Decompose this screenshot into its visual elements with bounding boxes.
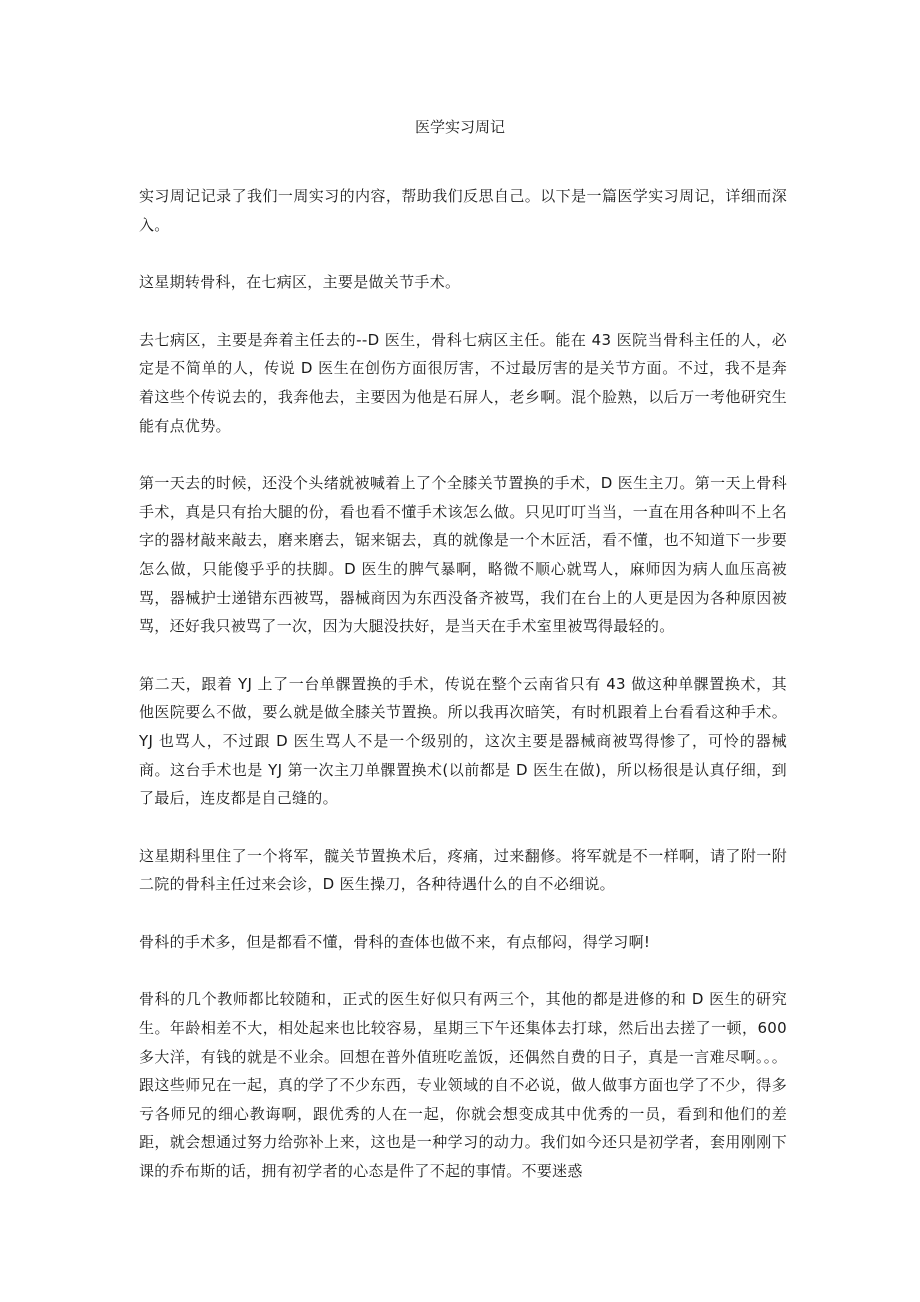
document-title: 医学实习周记 (414, 118, 505, 136)
paragraph-first-day: 第一天去的时候，还没个头绪就被喊着上了个全膝关节置换的手术，D 医生主刀。第一天上骨科手术，真是只有抬大腿的份，看也看不懂手术该怎么做。只见叮叮当当，一直在用各种叫不上名字的器材敲来敲去，磨来磨去，锯来锯去，真的就像是一个木匠活，看不懂，也不知道下一步要怎么做，只能傻乎乎的扶脚。D 医生的脾气暴啊，略微不顺心就骂人，麻师因为病人血压高被骂，器械护士递错东西被骂，器械商因为东西没备齐被骂，我们在台上的人更是因为各种原因被骂，还好我只被骂了一次，因为大腿没扶好，是当天在手术室里被骂得最轻的。 (139, 474, 787, 636)
document-body (139, 182, 787, 1215)
paragraph-reflection: 骨科的手术多，但是都看不懂，骨科的查体也做不来，有点郁闷，得学习啊! (139, 932, 651, 951)
paragraph-teachers: 骨科的几个教师都比较随和，正式的医生好似只有两三个，其他的都是进修的和 D 医生的研究生。年龄相差不大，相处起来也比较容易，星期三下午还集体去打球，然后出去搓了一顿，600 多大洋，有钱的就是不业余。回想在普外值班吃盖饭，还偶然自费的日子，真是一言难尽啊。。。跟这些师兄在一起，真的学了不少东西，专业领域的自不必说，做人做事方面也学了不少，得多亏各师兄的细心教诲啊，跟优秀的人在一起，你就会想变成其中优秀的一员，看到和他们的差距，就会想通过努力给弥补上来，这也是一种学习的动力。我们如今还只是初学者，套用刚刚下课的乔布斯的话，拥有初学者的心态是件了不起的事情。不要迷惑 (139, 990, 787, 1181)
paragraph-director: 去七病区，主要是奔着主任去的--D 医生，骨科七病区主任。能在 43 医院当骨科主任的人，必定是不简单的人，传说 D 医生在创伤方面很厉害，不过最厉害的是关节方面。不过，我不是奔着这些个传说去的，我奔他去，主要因为他是石屏人，老乡啊。混个脸熟，以后万一考他研究生能有点优势。 (139, 330, 787, 435)
paragraph-general: 这星期科里住了一个将军，髋关节置换术后，疼痛，过来翻修。将军就是不一样啊，请了附一附二院的骨科主任过来会诊，D 医生操刀，各种待遇什么的自不必细说。 (139, 846, 787, 894)
paragraph-department: 这星期转骨科，在七病区，主要是做关节手术。 (139, 273, 461, 292)
paragraph-intro: 实习周记记录了我们一周实习的内容，帮助我们反思自己。以下是一篇医学实习周记，详细而深入。 (139, 187, 787, 234)
paragraph-second-day: 第二天，跟着 YJ 上了一台单髁置换的手术，传说在整个云南省只有 43 做这种单髁置换术，其他医院要么不做，要么就是做全膝关节置换。所以我再次暗笑，有时机跟着上台看看这种手术。YJ 也骂人，不过跟 D 医生骂人不是一个级别的，这次主要是器械商被骂得惨了，可怜的器械商。这台手术也是 YJ 第一次主刀单髁置换术(以前都是 D 医生在做)，所以杨很是认真仔细，到了最后，连皮都是自己缝的。 (139, 674, 787, 808)
